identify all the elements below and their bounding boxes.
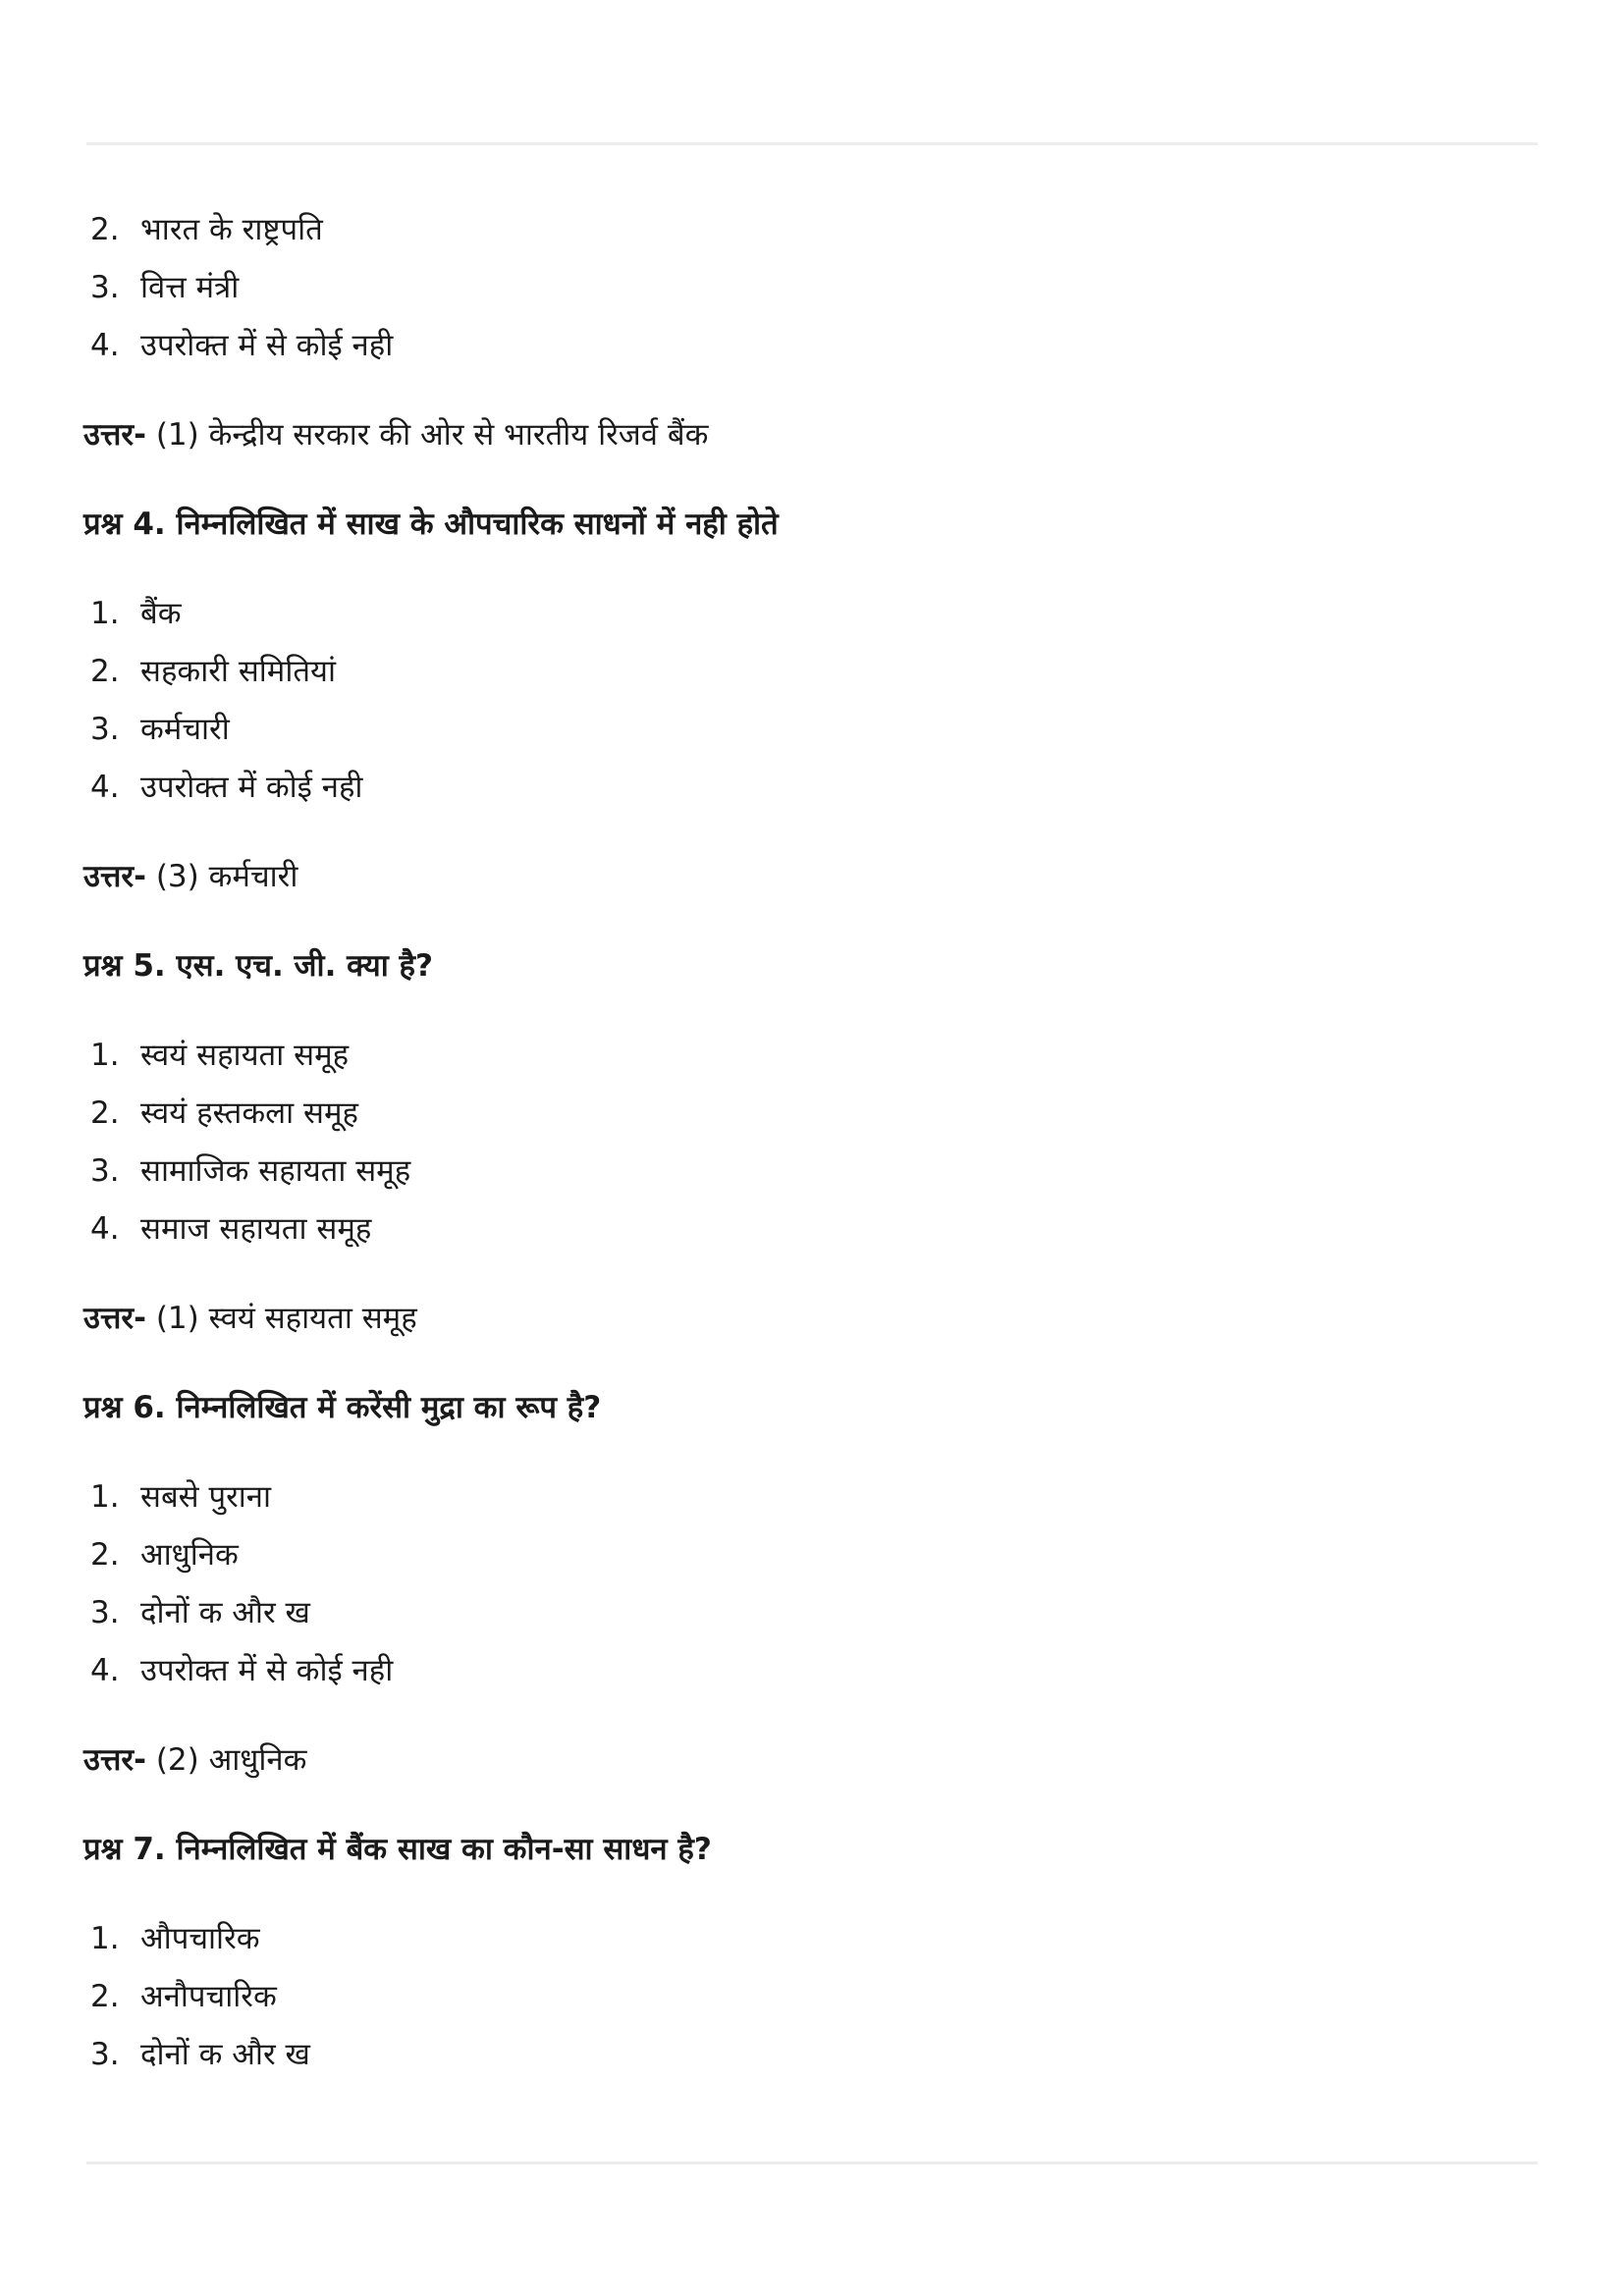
- option-item: [83, 643, 1537, 701]
- option-text: उपरोक्त में से कोई नही: [140, 1653, 394, 1688]
- option-number: 3.: [90, 2037, 120, 2072]
- top-divider: [86, 142, 1538, 145]
- answer-label: उत्तर-: [83, 1742, 146, 1778]
- option-text: स्वयं सहायता समूह: [140, 1038, 350, 1073]
- option-item: [83, 1968, 1537, 2026]
- answer-label: उत्तर-: [83, 1301, 146, 1336]
- option-number: 1.: [90, 596, 120, 631]
- option-number: 1.: [90, 1479, 120, 1515]
- option-text: औपचारिक: [140, 1921, 260, 1956]
- option-item: [83, 1526, 1537, 1584]
- option-item: [83, 701, 1537, 759]
- option-item: [83, 1027, 1537, 1085]
- bottom-divider: [86, 2162, 1538, 2164]
- document-body: [83, 201, 1537, 2084]
- option-number: 2.: [90, 654, 120, 689]
- option-item: [83, 1642, 1537, 1700]
- answer-label: उत्तर-: [83, 859, 146, 894]
- option-text: आधुनिक: [140, 1537, 239, 1573]
- option-item: [83, 2026, 1537, 2084]
- option-list: [83, 1027, 1537, 1258]
- option-number: 3.: [90, 712, 120, 747]
- option-text: बैंक: [140, 596, 182, 631]
- option-number: 1.: [90, 1038, 120, 1073]
- option-text: सामाजिक सहायता समूह: [140, 1153, 411, 1189]
- option-list: [83, 201, 1537, 375]
- option-list: [83, 1910, 1537, 2084]
- question-title: प्रश्न 6. निम्नलिखित में करेंसी मुद्रा का रूप है?: [83, 1390, 602, 1425]
- option-item: [83, 317, 1537, 375]
- question-title: प्रश्न 4. निम्नलिखित में साख के औपचारिक साधनों में नही होते: [83, 507, 779, 542]
- option-number: 2.: [90, 1095, 120, 1131]
- option-number: 4.: [90, 1653, 120, 1688]
- option-number: 3.: [90, 1153, 120, 1189]
- option-list: [83, 585, 1537, 817]
- option-text: दोनों क और ख: [140, 1595, 310, 1630]
- option-item: [83, 1085, 1537, 1143]
- option-list: [83, 1468, 1537, 1700]
- option-number: 2.: [90, 1537, 120, 1573]
- option-text: वित्त मंत्री: [140, 270, 240, 305]
- option-number: 4.: [90, 770, 120, 805]
- option-number: 2.: [90, 212, 120, 247]
- option-text: उपरोक्त में कोई नही: [140, 770, 363, 805]
- option-number: 4.: [90, 328, 120, 363]
- option-number: 1.: [90, 1921, 120, 1956]
- option-text: अनौपचारिक: [140, 1979, 277, 2014]
- option-text: कर्मचारी: [140, 712, 230, 747]
- option-item: [83, 1910, 1537, 1968]
- answer-line: [83, 848, 1537, 906]
- question-title: प्रश्न 5. एस. एच. जी. क्या है?: [83, 948, 433, 984]
- option-text: उपरोक्त में से कोई नही: [140, 328, 394, 363]
- answer-text: (1) केन्द्रीय सरकार की ओर से भारतीय रिजर्व बैंक: [155, 417, 709, 453]
- option-text: सहकारी समितियां: [140, 654, 337, 689]
- option-item: [83, 1143, 1537, 1201]
- option-item: [83, 201, 1537, 259]
- answer-text: (2) आधुनिक: [155, 1742, 307, 1778]
- option-item: [83, 585, 1537, 643]
- option-text: स्वयं हस्तकला समूह: [140, 1095, 358, 1131]
- option-text: दोनों क और ख: [140, 2037, 310, 2072]
- option-item: [83, 1584, 1537, 1642]
- answer-text: (3) कर्मचारी: [155, 859, 298, 894]
- option-number: 2.: [90, 1979, 120, 2014]
- answer-line: [83, 1732, 1537, 1789]
- question-title: प्रश्न 7. निम्नलिखित में बैंक साख का कौन-सा साधन है?: [83, 1832, 712, 1867]
- option-item: [83, 259, 1537, 317]
- answer-label: उत्तर-: [83, 417, 146, 453]
- answer-line: [83, 406, 1537, 464]
- option-number: 3.: [90, 270, 120, 305]
- answer-text: (1) स्वयं सहायता समूह: [155, 1301, 417, 1336]
- option-number: 4.: [90, 1211, 120, 1247]
- option-number: 3.: [90, 1595, 120, 1630]
- option-item: [83, 1468, 1537, 1526]
- option-item: [83, 1201, 1537, 1258]
- answer-line: [83, 1290, 1537, 1348]
- option-text: समाज सहायता समूह: [140, 1211, 372, 1247]
- option-text: भारत के राष्ट्रपति: [140, 212, 323, 247]
- option-text: सबसे पुराना: [140, 1479, 272, 1515]
- option-item: [83, 759, 1537, 817]
